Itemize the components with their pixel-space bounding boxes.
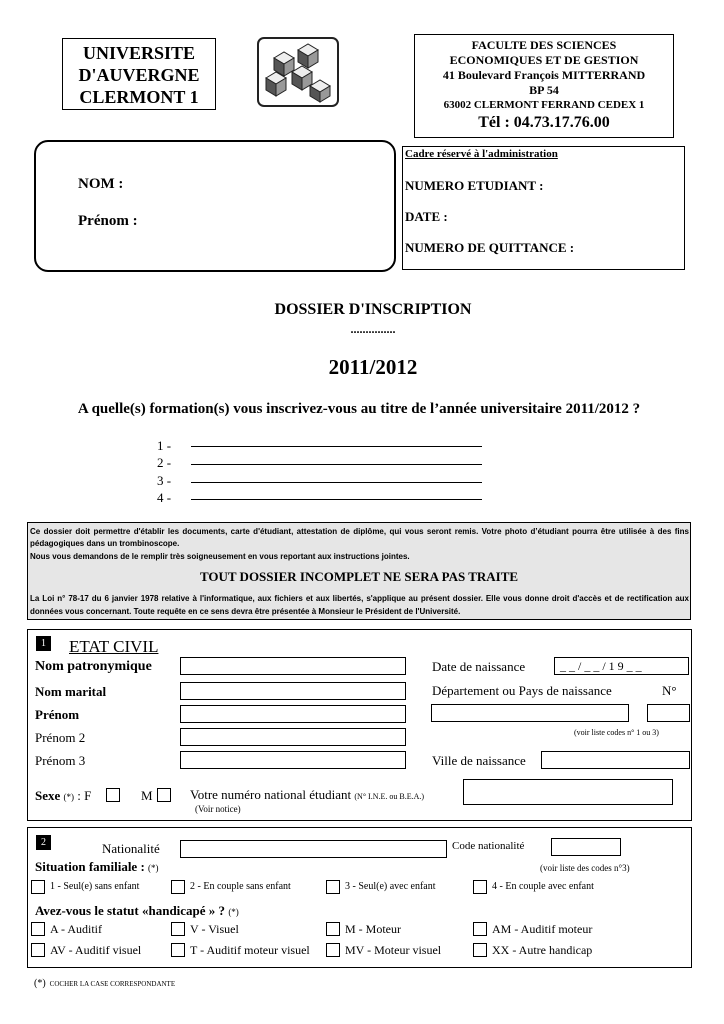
situation-2-checkbox[interactable]	[171, 880, 185, 894]
admin-title: Cadre réservé à l'administration	[405, 148, 558, 160]
handicap-v-label: V - Visuel	[190, 922, 239, 936]
voir-notice: (Voir notice)	[195, 804, 241, 814]
handicap-label: Avez-vous le statut «handicapé » ?	[35, 903, 226, 918]
handicap-v-checkbox[interactable]	[171, 922, 185, 936]
university-box	[62, 38, 216, 110]
prenom2-input[interactable]	[180, 728, 406, 746]
nationalite-input[interactable]	[180, 840, 447, 858]
situation-label: Situation familiale :	[35, 859, 145, 874]
dossier-title: DOSSIER D'INSCRIPTION	[274, 301, 472, 318]
formation-line-label-4: 4 -	[157, 490, 172, 505]
date-format: _ _ / _ _ / 1 9 _ _	[560, 659, 642, 673]
sexe-star: (*)	[63, 792, 75, 802]
dept-code-input[interactable]	[647, 704, 690, 722]
formation-question: A quelle(s) formation(s) vous inscrivez-vous au titre de l’année universitaire 2011/2012 ?	[77, 401, 641, 417]
dept-pays-input[interactable]	[431, 704, 629, 722]
footnote	[34, 973, 175, 991]
faculty-line2: ECONOMIQUES ET DE GESTION	[449, 53, 639, 67]
date-naissance-input[interactable]	[554, 657, 689, 675]
code-nationalite-label: Code nationalité	[452, 840, 525, 852]
handicap-av-checkbox[interactable]	[31, 943, 45, 957]
sexe-row	[35, 788, 91, 804]
faculty-city: 63002 CLERMONT FERRAND CEDEX 1	[443, 99, 645, 111]
nationalite-label: Nationalité	[102, 841, 160, 856]
university-line2: D'AUVERGNE	[78, 65, 200, 85]
situation-1-checkbox[interactable]	[31, 880, 45, 894]
handicap-xx-label: XX - Autre handicap	[492, 943, 593, 957]
situation-codes-note: (voir liste des codes n°3)	[540, 863, 630, 873]
footnote-star: (*)	[34, 978, 46, 989]
formation-line-3[interactable]	[191, 482, 482, 483]
nom-marital-label: Nom marital	[35, 684, 107, 699]
situation-2-label: 2 - En couple sans enfant	[190, 881, 291, 892]
notice-intro: Ce dossier doit permettre d'établir les documents, carte d'étudiant, attestation de diplôme, qui vous seront remis. Votre photo d’étudiant pourra être utilisée à des fins pédagogiques dans un trombinoscope.	[30, 527, 689, 548]
university-line3: CLERMONT 1	[79, 87, 199, 107]
situation-3-checkbox[interactable]	[326, 880, 340, 894]
handicap-mv-label: MV - Moteur visuel	[345, 943, 442, 957]
faculty-address: 41 Boulevard François MITTERRAND	[442, 68, 646, 82]
sexe-f-checkbox[interactable]	[106, 788, 120, 802]
handicap-a-label: A - Auditif	[50, 922, 103, 936]
formation-line-label-1: 1 -	[157, 438, 172, 453]
notice-law: La Loi n° 78-17 du 6 janvier 1978 relative à l'informatique, aux fichiers et aux libertés, s'applique au présent dossier. Elle vous donne droit d'accès et de rectification aux données vous concernant. Toute requête en ce sens devra être présentée à Monsieur le Président de l'Université.	[30, 594, 689, 616]
dossier-dots: ...............	[350, 322, 396, 336]
sexe-label: Sexe	[35, 788, 61, 803]
prenom3-label: Prénom 3	[35, 753, 86, 768]
date-naissance-label: Date de naissance	[432, 659, 526, 674]
formation-line-4[interactable]	[191, 499, 482, 500]
footnote-text: COCHER LA CASE CORRESPONDANTE	[49, 980, 176, 988]
handicap-m-label: M - Moteur	[345, 922, 401, 936]
section2-number: 2	[36, 835, 51, 850]
sexe-colon: :	[77, 788, 81, 803]
formation-line-2[interactable]	[191, 464, 482, 465]
handicap-t-checkbox[interactable]	[171, 943, 185, 957]
formation-line-label-3: 3 -	[157, 473, 172, 488]
numero-label: N°	[662, 683, 677, 698]
handicap-t-label: T - Auditif moteur visuel	[190, 943, 310, 957]
sexe-f-label: F	[84, 788, 92, 803]
handicap-star: (*)	[228, 907, 239, 917]
nom-patronymique-label: Nom patronymique	[35, 659, 152, 674]
faculty-box	[414, 34, 674, 138]
situation-1-label: 1 - Seul(e) sans enfant	[50, 881, 140, 892]
formation-line-label-2: 2 -	[157, 455, 172, 470]
nom-label: NOM :	[78, 176, 124, 192]
formation-line-1[interactable]	[191, 446, 482, 447]
handicap-av-label: AV - Auditif visuel	[50, 943, 142, 957]
notice-instructions: Nous vous demandons de le remplir très soigneusement en vous reportant aux instructions jointes.	[30, 552, 410, 561]
handicap-a-checkbox[interactable]	[31, 922, 45, 936]
nom-marital-input[interactable]	[180, 682, 406, 700]
prenom-label: Prénom :	[78, 213, 138, 229]
situation-4-checkbox[interactable]	[473, 880, 487, 894]
handicap-xx-checkbox[interactable]	[473, 943, 487, 957]
prenom-input[interactable]	[180, 705, 406, 723]
ine-label: Votre numéro national étudiant	[190, 787, 352, 802]
university-logo	[254, 36, 342, 108]
faculty-line1: FACULTE DES SCIENCES	[471, 38, 617, 52]
ine-note: (N° I.N.E. ou B.E.A.)	[354, 792, 425, 801]
incomplete-warning: TOUT DOSSIER INCOMPLET NE SERA PAS TRAITE	[199, 569, 519, 584]
admin-date: DATE :	[405, 209, 448, 224]
handicap-am-label: AM - Auditif moteur	[492, 922, 593, 936]
ine-row	[190, 787, 424, 803]
situation-4-label: 4 - En couple avec enfant	[492, 881, 594, 892]
faculty-bp: BP 54	[529, 83, 559, 97]
ine-input[interactable]	[463, 779, 673, 805]
sexe-m-checkbox[interactable]	[157, 788, 171, 802]
sexe-m-label: M	[141, 788, 153, 803]
dossier-year: 2011/2012	[328, 355, 418, 379]
section1-title: ETAT CIVIL	[69, 637, 159, 656]
situation-row	[35, 859, 159, 875]
situation-star: (*)	[148, 863, 159, 873]
code-nationalite-input[interactable]	[551, 838, 621, 856]
prenom-label-s1: Prénom	[35, 707, 80, 722]
admin-numero-etudiant: NUMERO ETUDIANT :	[405, 178, 544, 193]
situation-3-label: 3 - Seul(e) avec enfant	[345, 881, 436, 892]
nom-patronymique-input[interactable]	[180, 657, 406, 675]
prenom3-input[interactable]	[180, 751, 406, 769]
handicap-m-checkbox[interactable]	[326, 922, 340, 936]
handicap-am-checkbox[interactable]	[473, 922, 487, 936]
ville-naissance-input[interactable]	[541, 751, 690, 769]
university-line1: UNIVERSITE	[82, 43, 196, 63]
handicap-mv-checkbox[interactable]	[326, 943, 340, 957]
ville-naissance-label: Ville de naissance	[432, 753, 526, 768]
admin-quittance: NUMERO DE QUITTANCE :	[405, 240, 575, 255]
voir-codes-note: (voir liste codes n° 1 ou 3)	[574, 728, 659, 737]
section1-number: 1	[36, 636, 51, 651]
prenom2-label: Prénom 2	[35, 730, 86, 745]
identity-box	[34, 140, 396, 272]
handicap-row	[35, 903, 239, 919]
dept-pays-label: Département ou Pays de naissance	[432, 683, 612, 698]
faculty-phone: Tél : 04.73.17.76.00	[478, 114, 610, 131]
